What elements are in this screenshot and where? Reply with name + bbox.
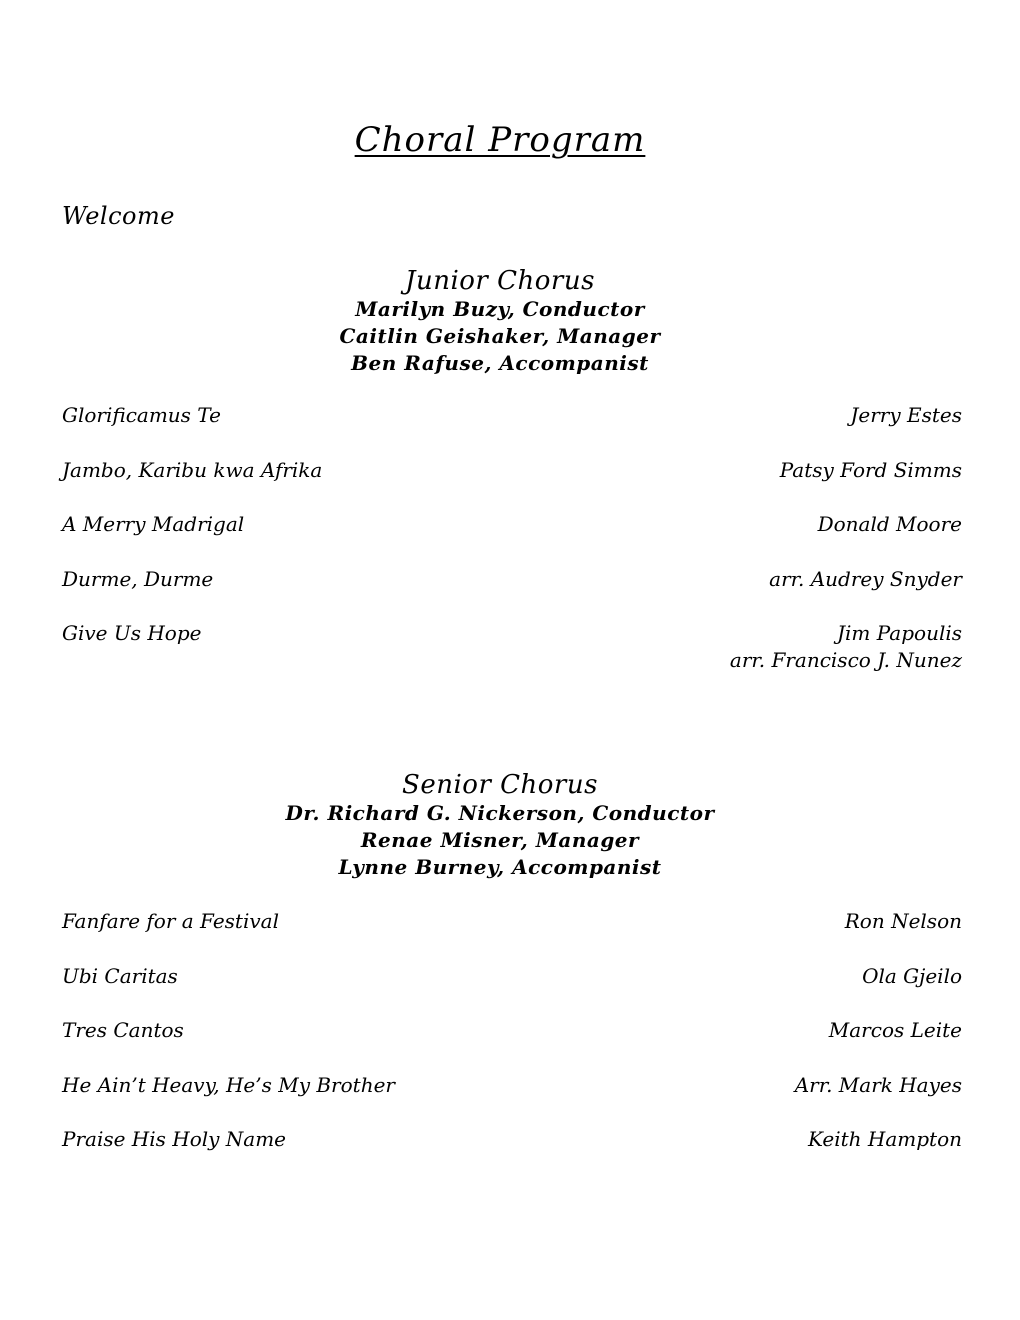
piece-title: Praise His Holy Name [62, 1127, 287, 1151]
junior-conductor: Marilyn Buzy, Conductor [355, 297, 645, 321]
composer-line: Patsy Ford Simms [779, 457, 962, 482]
piece-composer [808, 1126, 962, 1153]
piece-composer [829, 1017, 962, 1044]
piece-title: Glorificamus Te [62, 403, 221, 427]
senior-manager: Renae Misner, Manager [360, 828, 640, 852]
piece-row [62, 511, 962, 566]
composer-line: Jim Papoulis [837, 621, 962, 645]
piece-composer [795, 1072, 962, 1099]
piece-title: Ubi Caritas [62, 963, 178, 988]
senior-piece-list [62, 908, 962, 1181]
piece-row [62, 1072, 962, 1127]
piece-title: Jambo, Karibu kwa Afrika [62, 457, 323, 482]
composer-line: Arr. Mark Hayes [794, 1072, 962, 1097]
piece-composer [845, 908, 962, 935]
piece-composer [818, 511, 962, 538]
composer-line: Donald Moore [817, 512, 962, 536]
junior-piece-list [62, 402, 962, 675]
composer-line: Ron Nelson [844, 909, 962, 933]
junior-chorus-name: Junior Chorus [405, 266, 595, 296]
piece-row [62, 1017, 962, 1072]
piece-composer [862, 963, 962, 990]
piece-composer [769, 566, 962, 593]
composer-line: Keith Hampton [807, 1127, 962, 1151]
piece-row [62, 457, 962, 512]
page-title: Choral Program [354, 120, 646, 160]
piece-row [62, 963, 962, 1018]
piece-title: A Merry Madrigal [62, 512, 245, 536]
junior-accompanist: Ben Rafuse, Accompanist [351, 351, 649, 375]
piece-row [62, 908, 962, 963]
junior-manager: Caitlin Geishaker, Manager [339, 324, 661, 348]
piece-composer [850, 402, 962, 429]
composer-line: arr. Francisco J. Nunez [729, 648, 962, 672]
piece-row [62, 402, 962, 457]
piece-composer [730, 620, 962, 674]
piece-row [62, 620, 962, 675]
piece-title: Give Us Hope [62, 621, 202, 645]
composer-line: Jerry Estes [850, 403, 962, 427]
senior-conductor: Dr. Richard G. Nickerson, Conductor [285, 801, 715, 825]
piece-title: Fanfare for a Festival [62, 909, 279, 933]
composer-line: arr. Audrey Snyder [769, 566, 962, 591]
piece-title: He Ain’t Heavy, He’s My Brother [62, 1072, 395, 1097]
composer-line: Ola Gjeilo [862, 963, 962, 988]
senior-chorus-name: Senior Chorus [402, 770, 598, 800]
piece-composer [780, 457, 962, 484]
welcome-heading: Welcome [62, 202, 175, 230]
piece-row [62, 1126, 962, 1181]
piece-title: Durme, Durme [62, 566, 214, 591]
composer-line: Marcos Leite [828, 1018, 962, 1042]
junior-chorus-header [0, 266, 1000, 377]
piece-row [62, 566, 962, 621]
senior-accompanist: Lynne Burney, Accompanist [338, 855, 662, 879]
senior-chorus-header [0, 770, 1000, 881]
piece-title: Tres Cantos [62, 1018, 184, 1042]
